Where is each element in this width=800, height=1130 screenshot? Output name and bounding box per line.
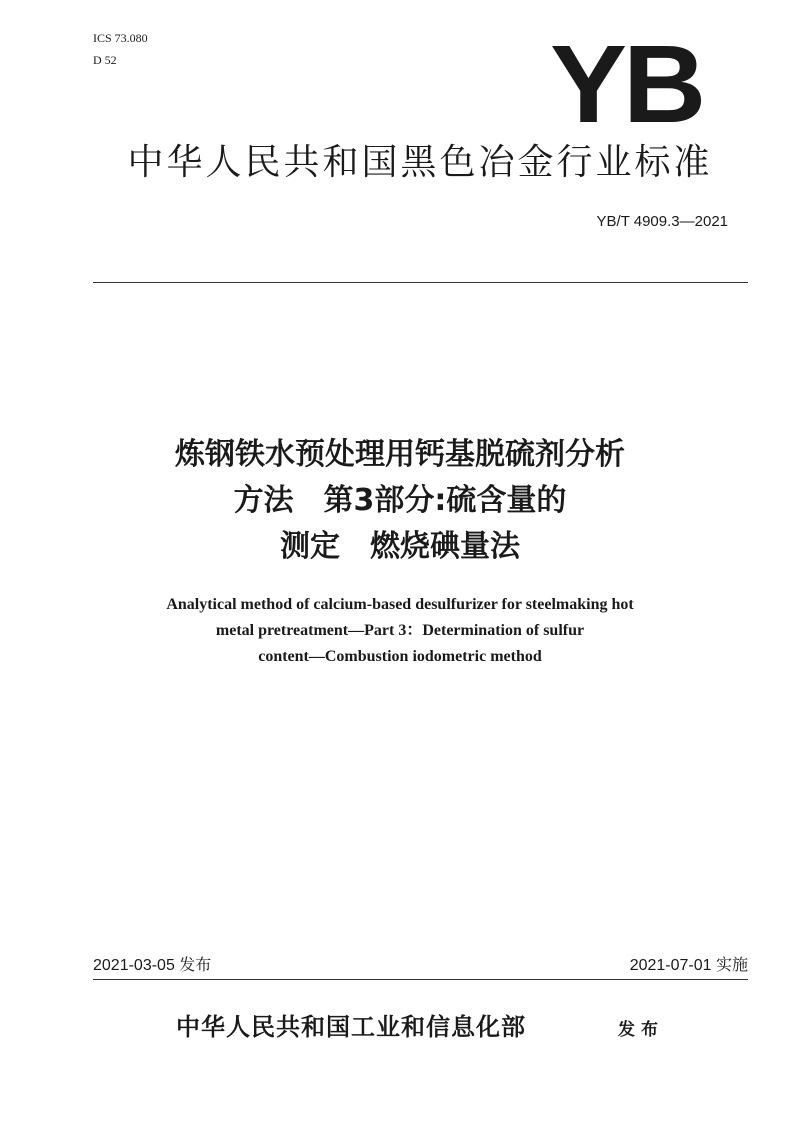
title-english	[90, 592, 710, 670]
title-cn-line3: 测定 燃烧碘量法	[280, 529, 520, 564]
ics-code: ICS 73.080	[93, 31, 148, 45]
bottom-divider	[93, 979, 748, 980]
standard-category-title: 中华人民共和国黑色冶金行业标准	[127, 142, 713, 183]
implementation-date: 2021-07-01 实施	[629, 957, 748, 974]
classification-codes	[93, 30, 148, 74]
title-en-line3: content—Combustion iodometric method	[258, 648, 542, 665]
issuing-authority: 中华人民共和国工业和信息化部	[176, 1012, 526, 1041]
ccs-code: D 52	[93, 53, 117, 67]
title-chinese	[60, 432, 740, 570]
yb-logo: YB	[550, 23, 703, 146]
issue-date: 2021-03-05 发布	[93, 957, 212, 974]
title-en-line2: metal pretreatment—Part 3：Determination of sulfur	[215, 622, 585, 639]
issue-label: 发布	[618, 1020, 664, 1040]
top-divider	[93, 282, 748, 283]
title-en-line1: Analytical method of calcium-based desulfurizer for steelmaking hot	[166, 596, 634, 613]
title-cn-line2: 方法 第3部分:硫含量的	[233, 483, 567, 518]
standard-number: YB/T 4909.3—2021	[596, 213, 728, 230]
title-cn-line1: 炼钢铁水预处理用钙基脱硫剂分析	[175, 437, 625, 472]
